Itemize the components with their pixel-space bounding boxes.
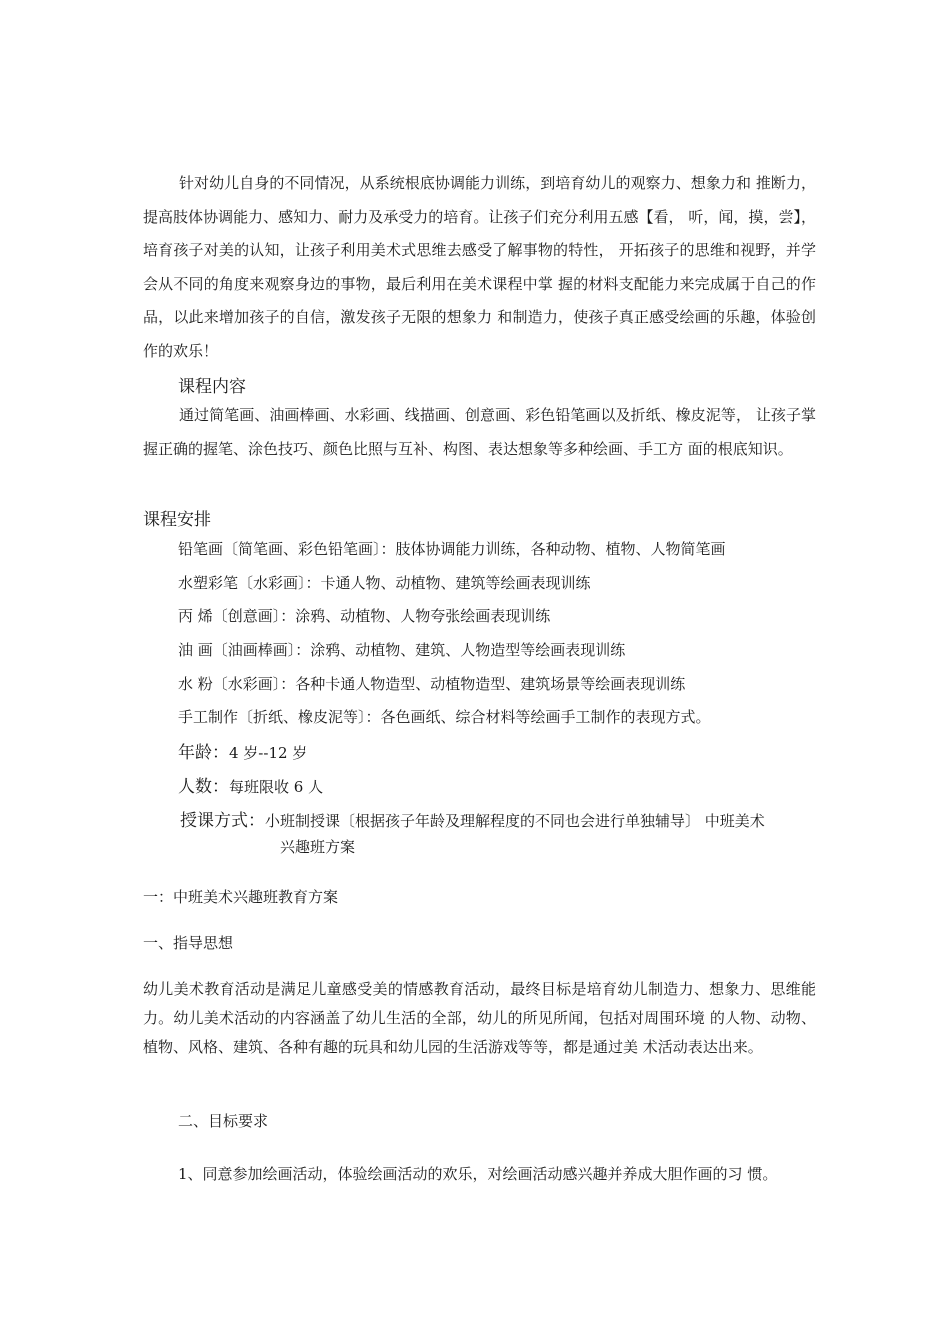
count-value: 每班限收 6 人 (229, 778, 324, 796)
section2-item: 1、同意参加绘画活动，体验绘画活动的欢乐，对绘画活动感兴趣并养成大胆作画的习 惯。 (178, 1165, 778, 1183)
section2-title: 二、目标要求 (178, 1112, 269, 1130)
section1-subtitle: 一、指导思想 (143, 934, 234, 952)
schedule-heading: 课程安排 (143, 510, 211, 530)
section1-paragraph: 幼儿美术教育活动是满足儿童感受美的情感教育活动，最终目标是培育幼儿制造力、想象力、思维能力。幼儿美术活动的内容涵盖了幼儿生活的全部，幼儿的所见所闻，包括对周围环境 的人物、动物、植物、风格、建筑、各种有趣的玩具和幼儿园的生活游戏等等，都是通过美 术活动表达出来。 (143, 980, 816, 1056)
count-line (178, 772, 323, 797)
course-content-paragraph: 通过简笔画、油画棒画、水彩画、线描画、创意画、彩色铅笔画以及折纸、橡皮泥等， 让孩子掌握正确的握笔、涂色技巧、颜色比照与互补、构图、表达想象等多种绘画、手工方 面的根底知识。 (143, 406, 816, 458)
method-value: 小班制授课〔根据孩子年龄及理解程度的不同也会进行单独辅导〕 中班美术 (265, 812, 765, 830)
method-label: 授课方式： (180, 811, 265, 831)
schedule-item: 铅笔画〔简笔画、彩色铅笔画〕：肢体协调能力训练，各种动物、植物、人物简笔画 (178, 540, 726, 558)
schedule-item: 水 粉〔水彩画〕：各种卡通人物造型、动植物造型、建筑场景等绘画表现训练 (178, 675, 686, 693)
course-content-heading: 课程内容 (178, 377, 246, 397)
schedule-item: 丙 烯〔创意画〕：涂鸦、动植物、人物夸张绘画表现训练 (178, 607, 551, 625)
count-label: 人数： (178, 777, 229, 797)
method-line (180, 806, 765, 831)
schedule-item: 手工制作〔折纸、橡皮泥等〕：各色画纸、综合材料等绘画手工制作的表现方式。 (178, 708, 711, 726)
section1-title: 一：中班美术兴趣班教育方案 (143, 888, 339, 906)
intro-paragraph: 针对幼儿自身的不同情况，从系统根底协调能力训练，到培育幼儿的观察力、想象力和 推断力，提高肢体协调能力、感知力、耐力及承受力的培育。让孩子们充分利用五感【看， 听，闻，摸，尝】，培育孩子对美的认知，让孩子利用美术式思维去感受了解事物的特性， 开拓孩子的思维和视野，并学会从不同的角度来观察身边的事物，最后利用在美术课程中掌 握的材料支配能力来完成属于自己的作品，以此来增加孩子的自信，激发孩子无限的想象力 和制造力，使孩子真正感受绘画的乐趣，体验创作的欢乐！ (143, 174, 816, 360)
schedule-item: 水塑彩笔〔水彩画〕：卡通人物、动植物、建筑等绘画表现训练 (178, 574, 591, 592)
schedule-item: 油 画〔油画棒画〕：涂鸦、动植物、建筑、人物造型等绘画表现训练 (178, 641, 626, 659)
age-value: 4 岁--12 岁 (229, 744, 308, 762)
age-label: 年龄： (178, 743, 229, 763)
age-line (178, 738, 307, 763)
method-continuation: 兴趣班方案 (280, 838, 356, 856)
